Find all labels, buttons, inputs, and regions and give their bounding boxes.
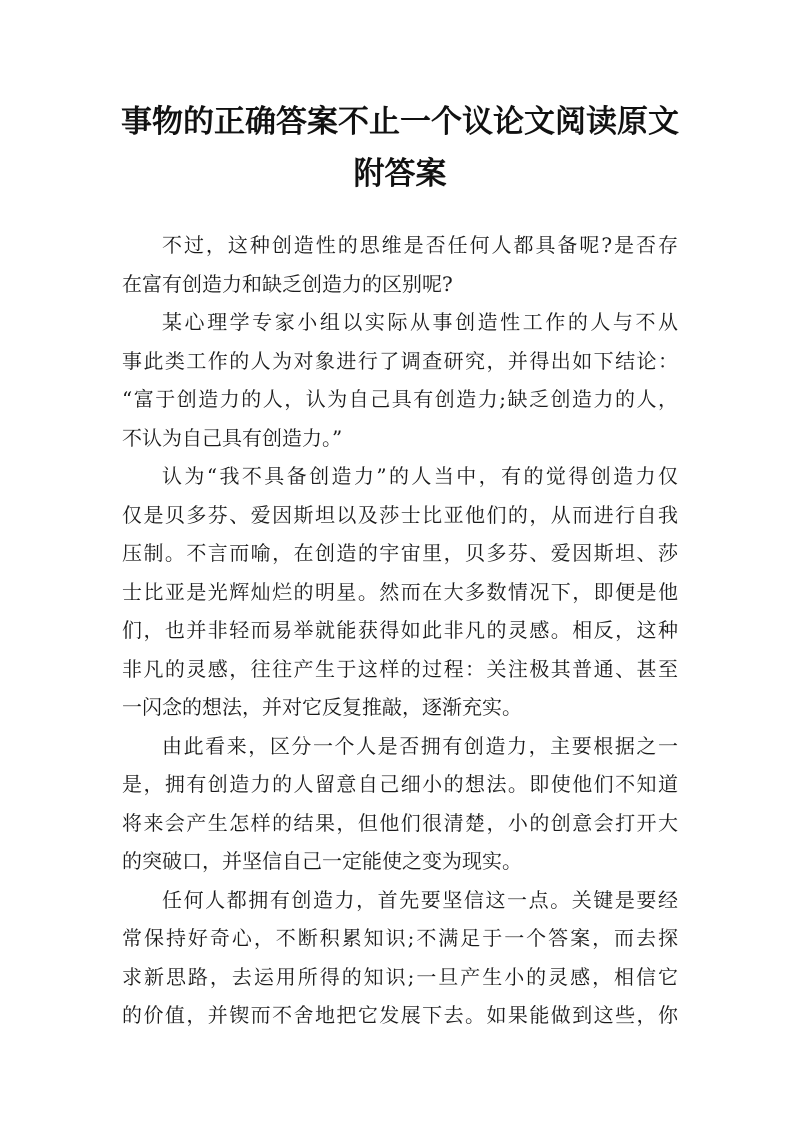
paragraph-3 <box>122 457 678 727</box>
paragraph-line: 认为“我不具备创造力”的人当中，有的觉得创造力仅 <box>162 464 678 488</box>
paragraph-line: 某心理学专家小组以实际从事创造性工作的人与不从 <box>162 310 678 334</box>
document-body <box>122 226 678 1035</box>
paragraph-line: 士比亚是光辉灿烂的明星。然而在大多数情况下，即便是他 <box>122 579 678 604</box>
paragraph-line: 不认为自己具有创造力。” <box>122 425 343 450</box>
paragraph-line: 一闪念的想法，并对它反复推敲，逐渐充实。 <box>122 695 522 719</box>
paragraph-line: 在富有创造力和缺乏创造力的区别呢? <box>122 271 453 296</box>
paragraph-line: “富于创造力的人，认为自己具有创造力;缺乏创造力的人， <box>122 387 678 411</box>
paragraph-line: 非凡的灵感，往往产生于这样的过程：关注极其普通、甚至 <box>122 656 678 681</box>
paragraph-2 <box>122 303 678 457</box>
paragraph-line: 压制。不言而喻，在创造的宇宙里，贝多芬、爱因斯坦、莎 <box>122 541 678 565</box>
title-line-2: 附答案 <box>353 156 447 192</box>
title-line-1: 事物的正确答案不止一个议论文阅读原文 <box>121 104 679 140</box>
paragraph-line: 事此类工作的人为对象进行了调查研究，并得出如下结论： <box>122 348 678 373</box>
paragraph-line: 的突破口，并坚信自己一定能使之变为现实。 <box>122 849 522 873</box>
paragraph-line: 求新思路，去运用所得的知识;一旦产生小的灵感，相信它 <box>122 964 678 989</box>
paragraph-line: 的价值，并锲而不舍地把它发展下去。如果能做到这些，你 <box>122 1003 678 1027</box>
paragraph-line: 由此看来，区分一个人是否拥有创造力，主要根据之一 <box>162 733 678 758</box>
paragraph-line: 任何人都拥有创造力，首先要坚信这一点。关键是要经 <box>162 887 678 912</box>
paragraph-5 <box>122 881 678 1035</box>
paragraph-line: 是，拥有创造力的人留意自己细小的想法。即使他们不知道 <box>122 772 678 796</box>
paragraph-line: 常保持好奇心，不断积累知识;不满足于一个答案，而去探 <box>122 926 678 950</box>
paragraph-line: 不过，这种创造性的思维是否任何人都具备呢?是否存 <box>162 233 678 257</box>
paragraph-1 <box>122 226 678 303</box>
paragraph-line: 将来会产生怎样的结果，但他们很清楚，小的创意会打开大 <box>122 810 678 835</box>
paragraph-line: 仅是贝多芬、爱因斯坦以及莎士比亚他们的，从而进行自我 <box>122 502 678 527</box>
paragraph-line: 们，也并非轻而易举就能获得如此非凡的灵感。相反，这种 <box>122 618 678 642</box>
paragraph-4 <box>122 727 678 881</box>
document-title <box>100 96 700 200</box>
